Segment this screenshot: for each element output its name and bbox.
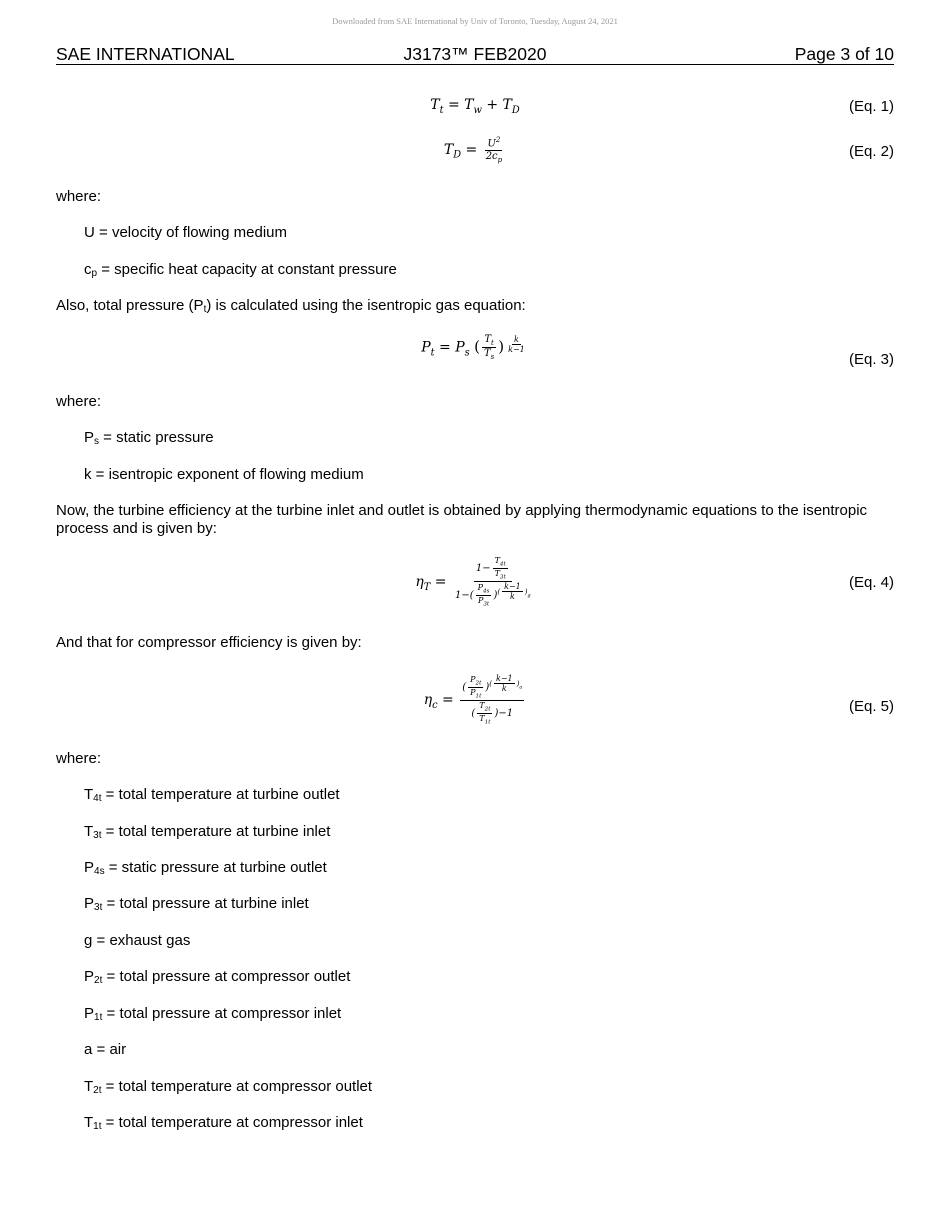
- equation-5: [56, 674, 894, 734]
- definition-p2t: $P_{2t}$ = total pressure at compressor outlet: [84, 968, 351, 986]
- paragraph-compressor-efficiency: And that for compressor efficiency is given by:: [56, 634, 362, 651]
- equation-5-label: (Eq. 5): [848, 698, 894, 715]
- where-label-2: where:: [56, 393, 102, 410]
- definition-k: k = isentropic exponent of flowing medium: [84, 466, 364, 483]
- definition-cp: $c_p$ = specific heat capacity at constant pressure: [84, 261, 397, 279]
- equation-2-formula: $T_D$ = $\frac{U^2}{2c_p}$: [443, 136, 503, 164]
- equation-4: [56, 556, 894, 612]
- page-number: Page 3 of 10: [794, 44, 894, 64]
- definition-a: a = air: [84, 1041, 127, 1058]
- page-header: [56, 44, 894, 65]
- definition-g: g = exhaust gas: [84, 932, 191, 949]
- equation-2: [56, 136, 894, 172]
- definition-p4s: $P_{4s}$ = static pressure at turbine outlet: [84, 859, 327, 877]
- equation-1: [56, 97, 894, 119]
- paragraph-turbine-efficiency: Now, the turbine efficiency at the turbine inlet and outlet is obtained by applying thermodynamic equations to the isentropic process and is given by:: [56, 502, 868, 537]
- definition-p3t: $P_{3t}$ = total pressure at turbine inlet: [84, 895, 309, 913]
- equation-5-formula: $\eta_c$ = ( $\frac{P_{2t}}{P_{1t}}$ )$^{( \frac{k-1}{k} )_a}$ ( $\frac{T_{2t}}{T_{1t}}$ )−1: [423, 674, 523, 726]
- download-watermark: Downloaded from SAE International by Univ of Toronto, Tuesday, August 24, 2021: [332, 16, 618, 26]
- definition-u: U = velocity of flowing medium: [84, 224, 288, 241]
- definition-t2t: $T_{2t}$ = total temperature at compressor outlet: [84, 1078, 373, 1096]
- definition-t4t: $T_{4t}$ = total temperature at turbine outlet: [84, 786, 340, 804]
- definition-t1t: $T_{1t}$ = total temperature at compressor inlet: [84, 1114, 363, 1132]
- document-number: J3173™ FEB2020: [403, 44, 547, 64]
- definition-t3t: $T_{3t}$ = total temperature at turbine inlet: [84, 823, 331, 841]
- definition-p1t: $P_{1t}$ = total pressure at compressor inlet: [84, 1005, 342, 1023]
- paragraph-total-pressure: Also, total pressure $(P_t)$ is calculated using the isentropic gas equation:: [56, 297, 526, 315]
- equation-3-formula: $P_t = P_s$ ( $\frac{T_t}{T_s}$ ) $^{\frac{k}{k-1}}$: [421, 334, 525, 362]
- where-label-3: where:: [56, 750, 102, 767]
- definition-ps: $P_s$ = static pressure: [84, 429, 214, 447]
- equation-2-label: (Eq. 2): [848, 143, 894, 160]
- where-label-1: where:: [56, 188, 102, 205]
- equation-4-label: (Eq. 4): [848, 574, 894, 591]
- equation-3-label: (Eq. 3): [848, 351, 894, 368]
- equation-4-formula: $\eta_T$ = 1− $\frac{T_{4t}}{T_{3t}}$ 1−( $\frac{P_{4s}}{P_{3t}}$ )$^{( \frac{k-1}{k} )_g}$: [415, 556, 531, 608]
- equation-3: [56, 334, 894, 378]
- publisher-name: SAE INTERNATIONAL: [56, 44, 235, 64]
- equation-1-formula: $T_t = T_w + T_D$: [430, 97, 520, 116]
- equation-1-label: (Eq. 1): [848, 98, 894, 115]
